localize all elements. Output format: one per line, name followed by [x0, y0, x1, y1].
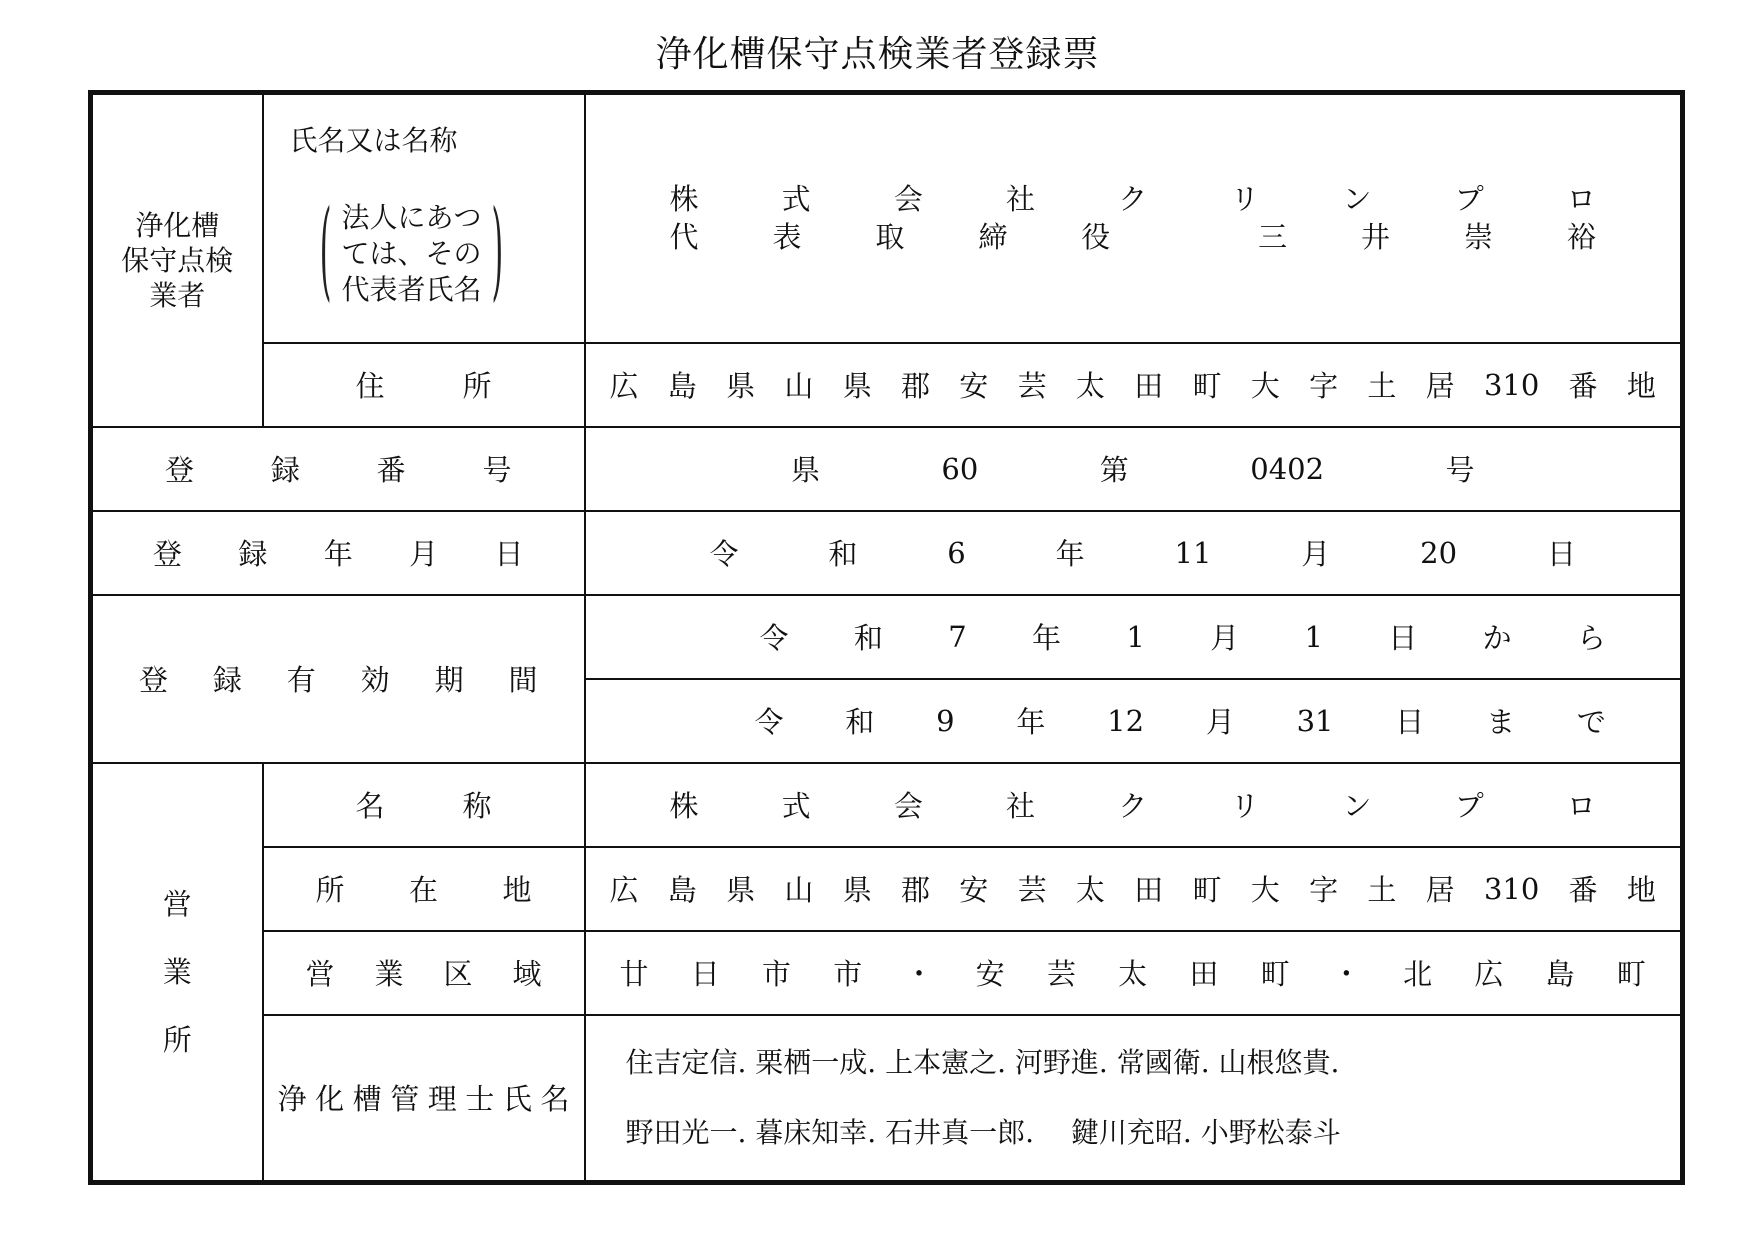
- validity-from-part: 日: [1388, 621, 1418, 655]
- service-area-value-part: 町: [1260, 957, 1290, 991]
- validity-from-part: ら: [1576, 621, 1606, 655]
- operator-section-label: [91, 93, 263, 427]
- validity-from-part: 令: [759, 621, 789, 655]
- reg-date-value-part: 月: [1301, 537, 1331, 571]
- operator-address: [610, 364, 1657, 405]
- validity-to-part: 日: [1395, 705, 1425, 739]
- operator-address-part: 田: [1134, 369, 1164, 403]
- company-name-part: リ: [1230, 182, 1260, 217]
- reg-date-label-part: 日: [494, 537, 524, 571]
- office-name-value: [610, 784, 1657, 825]
- reg-number-label-part: 登: [165, 453, 195, 487]
- validity-label-part: 間: [508, 663, 538, 697]
- reg-date-value-part: 日: [1546, 537, 1576, 571]
- reg-date-value-part: 令: [709, 537, 739, 571]
- reg-date-label: [153, 532, 524, 573]
- office-name-label-part: 名: [355, 789, 385, 823]
- service-area-value: [610, 952, 1657, 993]
- operator-address-part: 郡: [900, 369, 930, 403]
- name-note: ( 法人にあつ ては、その 代表者氏名 ): [319, 189, 504, 316]
- operator-section-text-part: 保守点検: [121, 243, 234, 277]
- validity-to-cell: [585, 679, 1683, 763]
- office-location-value-part: 土: [1367, 873, 1397, 907]
- manager-label-part: 氏: [502, 1082, 532, 1117]
- operator-section-text-part: 業者: [149, 278, 206, 312]
- company-name-part: ン: [1342, 182, 1372, 217]
- office-location-label: [306, 868, 542, 909]
- operator-address-part: 土: [1367, 369, 1397, 403]
- name-note-text-part: ては、その: [341, 237, 482, 270]
- company-name-part: 会: [893, 182, 923, 217]
- operator-address-part: 大: [1250, 369, 1280, 403]
- company-name-part: ロ: [1566, 182, 1596, 217]
- reg-date-value: [610, 532, 1657, 573]
- document-title: 浄化槽保守点検業者登録票: [655, 34, 1100, 75]
- name-label: 氏名又は名称: [289, 124, 458, 157]
- operator-address-value: [585, 343, 1683, 427]
- manager-label-part: 士: [465, 1082, 495, 1117]
- manager-names-line-2: 野田光一. 暮床知幸. 石井真一郎. 鍵川充昭. 小野松泰斗: [625, 1115, 1341, 1149]
- validity-to-part: ま: [1486, 705, 1516, 739]
- service-area-value-cell: [585, 931, 1683, 1015]
- office-location-value-part: 番: [1568, 873, 1598, 907]
- reg-number-label-cell: [91, 427, 585, 511]
- service-area-value-part: 町: [1616, 957, 1646, 991]
- office-name-value-part: 社: [1006, 789, 1036, 823]
- operator-address-part: 居: [1425, 369, 1455, 403]
- reg-date-value-part: 6: [947, 535, 966, 570]
- office-name-label: [306, 784, 542, 825]
- service-area-value-part: 島: [1545, 957, 1575, 991]
- operator-address-part: 字: [1309, 369, 1339, 403]
- reg-date-label-part: 月: [409, 537, 439, 571]
- representative-name-part: 三: [1258, 220, 1288, 255]
- reg-date-value-part: 和: [828, 537, 858, 571]
- company-name-part: プ: [1454, 182, 1484, 217]
- name-note-text-part: 法人にあつ: [341, 201, 482, 234]
- office-section-text: [93, 870, 262, 1074]
- reg-date-label-part: 録: [238, 537, 268, 571]
- office-location-value-part: 地: [1626, 873, 1656, 907]
- representative-name-part: 締: [978, 220, 1008, 255]
- manager-label-part: 名: [540, 1082, 570, 1117]
- manager-label-cell: [263, 1015, 585, 1183]
- reg-date-value-part: 20: [1420, 535, 1458, 570]
- office-location-label-cell: [263, 847, 585, 931]
- service-area-label-cell: [263, 931, 585, 1015]
- service-area-value-part: 田: [1189, 957, 1219, 991]
- reg-number-value-part: 県: [790, 453, 820, 487]
- validity-to-part: 年: [1016, 705, 1046, 739]
- validity-label-cell: [91, 595, 585, 763]
- validity-from-part: 1: [1304, 619, 1323, 654]
- reg-number-value: [610, 448, 1657, 489]
- validity-from-part: か: [1482, 621, 1512, 655]
- address-label-part: 所: [462, 369, 492, 403]
- office-name-value-part: 会: [893, 789, 923, 823]
- office-location-value-part: 字: [1309, 873, 1339, 907]
- office-location-value: [610, 868, 1657, 909]
- validity-from-part: 和: [853, 621, 883, 655]
- office-location-label-part: 在: [408, 873, 438, 907]
- office-name-label-cell: [263, 763, 585, 847]
- operator-section-text-part: 浄化槽: [135, 208, 220, 242]
- office-location-value-part: 310: [1483, 871, 1540, 906]
- validity-from-part: 1: [1126, 619, 1145, 654]
- representative-name-part: 裕: [1566, 220, 1596, 255]
- service-area-label-part: 業: [374, 957, 404, 991]
- address-label-cell: [263, 343, 585, 427]
- operator-name-value: [585, 93, 1683, 343]
- manager-label: [278, 1077, 570, 1118]
- validity-to-part: 31: [1296, 703, 1334, 738]
- operator-address-part: 島: [667, 369, 697, 403]
- validity-from-cell: [585, 595, 1683, 679]
- representative-name-part: 役: [1081, 220, 1111, 255]
- office-name-value-part: ン: [1342, 789, 1372, 823]
- validity-to-part: で: [1576, 705, 1606, 739]
- validity-from-part: 月: [1210, 621, 1240, 655]
- operator-address-part: 町: [1192, 369, 1222, 403]
- operator-address-part: 芸: [1017, 369, 1047, 403]
- office-section-text-part: 営: [162, 886, 192, 921]
- validity-from-part: 年: [1031, 621, 1061, 655]
- reg-number-value-part: 0402: [1250, 451, 1325, 486]
- office-name-value-part: プ: [1454, 789, 1484, 823]
- office-location-value-part: 県: [726, 873, 756, 907]
- reg-number-value-part: 60: [941, 451, 979, 486]
- reg-number-label: [165, 448, 512, 489]
- name-label-cell: [263, 93, 585, 343]
- validity-label-part: 効: [360, 663, 390, 697]
- validity-label-part: 有: [286, 663, 316, 697]
- office-location-value-part: 居: [1425, 873, 1455, 907]
- service-area-value-part: 市: [761, 957, 791, 991]
- representative-name: [610, 218, 1657, 256]
- manager-label-part: 管: [390, 1082, 420, 1117]
- manager-names-line-1: 住吉定信. 栗栖一成. 上本憲之. 河野進. 常國衛. 山根悠貴.: [625, 1045, 1340, 1079]
- service-area-value-part: 広: [1474, 957, 1504, 991]
- office-location-value-part: 郡: [900, 873, 930, 907]
- service-area-value-part: 北: [1403, 957, 1433, 991]
- operator-address-part: 山: [784, 369, 814, 403]
- manager-label-part: 浄: [277, 1082, 307, 1117]
- service-area-value-part: ・: [1331, 957, 1361, 991]
- service-area-label-part: 営: [305, 957, 335, 991]
- reg-number-label-part: 番: [376, 453, 406, 487]
- service-area-value-part: 日: [690, 957, 720, 991]
- service-area-value-part: 安: [975, 957, 1005, 991]
- office-name-value-part: ク: [1118, 789, 1148, 823]
- reg-number-value-part: 第: [1099, 453, 1129, 487]
- representative-name-part: 代: [669, 220, 699, 255]
- office-location-value-part: 山: [784, 873, 814, 907]
- office-name-value-part: 株: [669, 789, 699, 823]
- registration-table: [88, 90, 1685, 1185]
- office-location-value-part: 太: [1075, 873, 1105, 907]
- reg-number-label-part: 号: [482, 453, 512, 487]
- office-section-text-part: 業: [162, 954, 192, 989]
- validity-to-part: 令: [754, 705, 784, 739]
- office-location-value-part: 県: [842, 873, 872, 907]
- reg-date-label-cell: [91, 511, 585, 595]
- validity-to-part: 9: [936, 703, 955, 738]
- name-note-text-part: 代表者氏名: [341, 273, 482, 306]
- manager-names-cell: [585, 1015, 1683, 1183]
- reg-number-value-cell: [585, 427, 1683, 511]
- validity-to-part: 月: [1205, 705, 1235, 739]
- company-name-part: 式: [781, 182, 811, 217]
- validity-label-part: 登: [139, 663, 169, 697]
- operator-address-part: 県: [726, 369, 756, 403]
- operator-address-part: 安: [959, 369, 989, 403]
- office-location-value-part: 田: [1134, 873, 1164, 907]
- manager-label-part: 理: [427, 1082, 457, 1117]
- office-location-value-part: 安: [959, 873, 989, 907]
- operator-address-part: 太: [1075, 369, 1105, 403]
- office-location-value-part: 芸: [1017, 873, 1047, 907]
- validity-to: [610, 700, 1657, 741]
- service-area-value-part: 廿: [619, 957, 649, 991]
- representative-name-part: 崇: [1463, 220, 1493, 255]
- company-name-part: 社: [1006, 182, 1036, 217]
- reg-date-label-part: 登: [153, 537, 183, 571]
- representative-name-part: 井: [1361, 220, 1391, 255]
- office-section-label: [91, 763, 263, 1183]
- office-location-value-part: 広: [609, 873, 639, 907]
- manager-label-part: 槽: [352, 1082, 382, 1117]
- reg-number-value-part: 号: [1445, 453, 1475, 487]
- company-name: [610, 180, 1657, 218]
- representative-name-part: 表: [772, 220, 802, 255]
- service-area-value-part: 市: [833, 957, 863, 991]
- validity-label-part: 録: [212, 663, 242, 697]
- office-location-value-part: 島: [667, 873, 697, 907]
- service-area-value-part: 太: [1118, 957, 1148, 991]
- validity-to-part: 12: [1107, 703, 1145, 738]
- address-label: [306, 364, 542, 405]
- name-note-text: [341, 200, 481, 308]
- office-name-value-part: リ: [1230, 789, 1260, 823]
- reg-date-value-cell: [585, 511, 1683, 595]
- operator-address-part: 県: [842, 369, 872, 403]
- validity-label-part: 期: [434, 663, 464, 697]
- reg-date-value-part: 11: [1174, 535, 1212, 570]
- company-name-part: ク: [1118, 182, 1148, 217]
- reg-number-label-part: 録: [270, 453, 300, 487]
- service-area-label-part: 域: [512, 957, 542, 991]
- office-location-label-part: 地: [502, 873, 532, 907]
- operator-address-part: 地: [1626, 369, 1656, 403]
- manager-label-part: 化: [315, 1082, 345, 1117]
- operator-section-text: [93, 208, 262, 313]
- validity-from-part: 7: [948, 619, 967, 654]
- office-location-value-part: 大: [1250, 873, 1280, 907]
- validity-label: [139, 658, 538, 699]
- office-location-value-part: 町: [1192, 873, 1222, 907]
- validity-to-part: 和: [845, 705, 875, 739]
- operator-address-part: 番: [1568, 369, 1598, 403]
- office-name-value-cell: [585, 763, 1683, 847]
- service-area-label-part: 区: [443, 957, 473, 991]
- operator-address-part: 広: [609, 369, 639, 403]
- office-name-value-part: 式: [781, 789, 811, 823]
- office-section-text-part: 所: [162, 1022, 192, 1057]
- company-name-part: 株: [669, 182, 699, 217]
- representative-name-part: 取: [875, 220, 905, 255]
- reg-date-value-part: 年: [1055, 537, 1085, 571]
- office-name-value-part: ロ: [1566, 789, 1596, 823]
- service-area-label: [306, 952, 542, 993]
- office-location-label-part: 所: [315, 873, 345, 907]
- service-area-value-part: 芸: [1046, 957, 1076, 991]
- service-area-value-part: ・: [904, 957, 934, 991]
- office-location-value-cell: [585, 847, 1683, 931]
- office-name-label-part: 称: [462, 789, 492, 823]
- reg-date-label-part: 年: [323, 537, 353, 571]
- operator-address-part: 310: [1483, 367, 1540, 402]
- validity-from: [610, 616, 1657, 657]
- address-label-part: 住: [355, 369, 385, 403]
